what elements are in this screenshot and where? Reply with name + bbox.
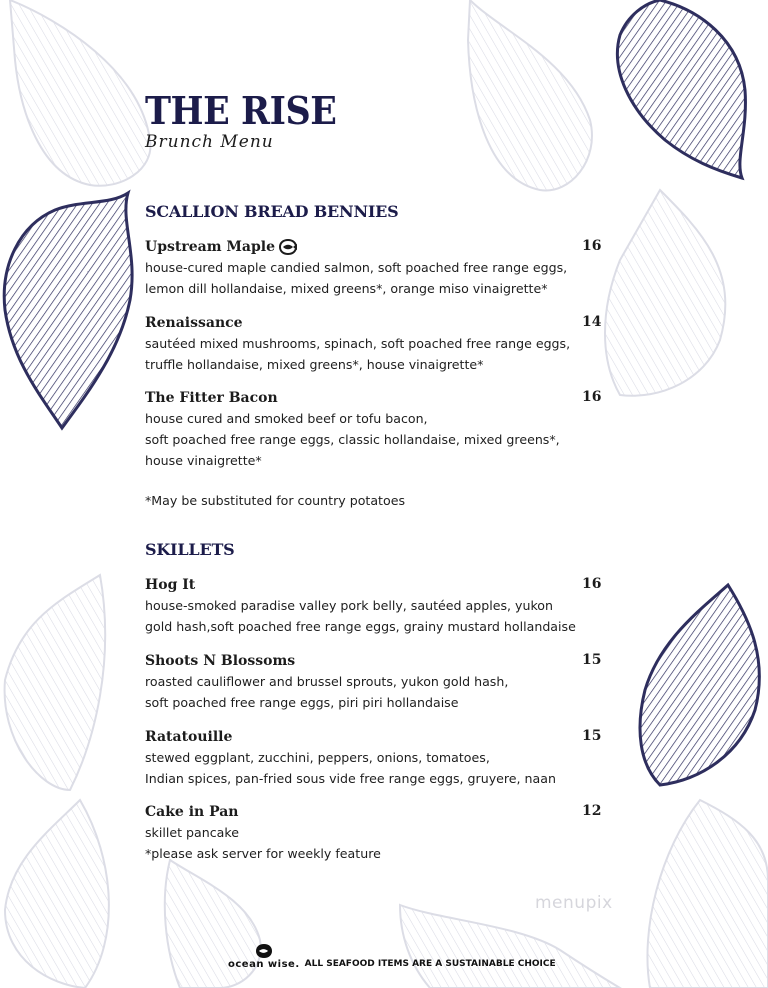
- menu-item-name: [145, 237, 299, 257]
- section-title-skillets: SKILLETS: [145, 540, 235, 559]
- menu-item-name: The Fitter Bacon: [145, 390, 278, 406]
- watermark: menupix: [535, 893, 613, 913]
- pale-leaf-left-lower: [5, 575, 106, 790]
- menu-item-desc-line: soft poached free range eggs, piri piri hollandaise: [145, 695, 459, 710]
- menu-item-desc-line: roasted cauliflower and brussel sprouts, yukon gold hash,: [145, 674, 509, 689]
- menu-item-desc-line: soft poached free range eggs, classic hollandaise, mixed greens*,: [145, 432, 560, 447]
- navy-leaf-top-right: [617, 0, 745, 178]
- menu-item-renaissance: [145, 312, 600, 375]
- menu-item-name: Ratatouille: [145, 729, 233, 745]
- navy-leaf-left: [4, 193, 132, 428]
- substitution-note: *May be substituted for country potatoes: [145, 493, 406, 508]
- restaurant-title: THE RISE: [145, 88, 337, 133]
- fish-icon: [255, 943, 273, 959]
- pale-leaf-left-bottom: [5, 800, 109, 988]
- menu-item-desc-line: lemon dill hollandaise, mixed greens*, orange miso vinaigrette*: [145, 281, 548, 296]
- menu-item-desc-line: Indian spices, pan-fried sous vide free range eggs, gruyere, naan: [145, 771, 556, 786]
- menu-header: [145, 88, 353, 152]
- menu-item-price: 15: [582, 728, 602, 744]
- menu-item-price: 12: [582, 803, 602, 819]
- menu-item-desc-line: *please ask server for weekly feature: [145, 846, 381, 861]
- menu-item-name: Shoots N Blossoms: [145, 653, 296, 669]
- item-name-text: Upstream Maple: [145, 239, 275, 255]
- menu-item-cake-in-pan: [145, 801, 600, 864]
- menu-item-hog-it: [145, 574, 600, 637]
- menu-item-ratatouille: [145, 726, 600, 789]
- menu-item-name: Hog It: [145, 577, 196, 593]
- menu-item-name: Cake in Pan: [145, 804, 239, 820]
- pale-leaf-right-bottom: [647, 800, 768, 988]
- ocean-wise-text: ocean wise.: [228, 959, 300, 970]
- pale-leaf-top-left: [10, 0, 150, 186]
- menu-item-desc-line: truffle hollandaise, mixed greens*, house vinaigrette*: [145, 357, 484, 372]
- menu-item-desc-line: house cured and smoked beef or tofu bacon,: [145, 411, 428, 426]
- navy-leaf-right-lower: [640, 585, 759, 785]
- menu-item-upstream-maple: [145, 236, 600, 299]
- menu-item-desc-line: skillet pancake: [145, 825, 239, 840]
- ocean-wise-logo: [228, 943, 300, 970]
- section-title-bennies: SCALLION BREAD BENNIES: [145, 202, 399, 221]
- pale-leaf-top-center: [468, 0, 592, 190]
- menu-subtitle: Brunch Menu: [145, 132, 274, 152]
- menu-item-desc-line: stewed eggplant, zucchini, peppers, onions, tomatoes,: [145, 750, 490, 765]
- footer-text: ALL SEAFOOD ITEMS ARE A SUSTAINABLE CHOICE: [304, 959, 556, 969]
- menu-item-price: 15: [582, 652, 602, 668]
- menu-item-desc-line: house-cured maple candied salmon, soft poached free range eggs,: [145, 260, 568, 275]
- menu-item-price: 16: [582, 389, 602, 405]
- menu-item-name: Renaissance: [145, 315, 243, 331]
- menu-item-desc-line: sautéed mixed mushrooms, spinach, soft poached free range eggs,: [145, 336, 571, 351]
- menu-item-desc-line: house-smoked paradise valley pork belly, sautéed apples, yukon: [145, 598, 553, 613]
- menu-item-price: 16: [582, 576, 602, 592]
- menu-item-price: 16: [582, 238, 602, 254]
- pale-leaf-right-mid: [605, 190, 725, 396]
- footer: [228, 943, 556, 970]
- menu-item-fitter-bacon: [145, 387, 600, 471]
- menu-item-desc-line: gold hash,soft poached free range eggs, grainy mustard hollandaise: [145, 619, 576, 634]
- fish-icon: [277, 237, 299, 257]
- menu-item-desc-line: house vinaigrette*: [145, 453, 262, 468]
- menu-item-price: 14: [582, 314, 602, 330]
- menu-item-shoots-n-blossoms: [145, 650, 600, 713]
